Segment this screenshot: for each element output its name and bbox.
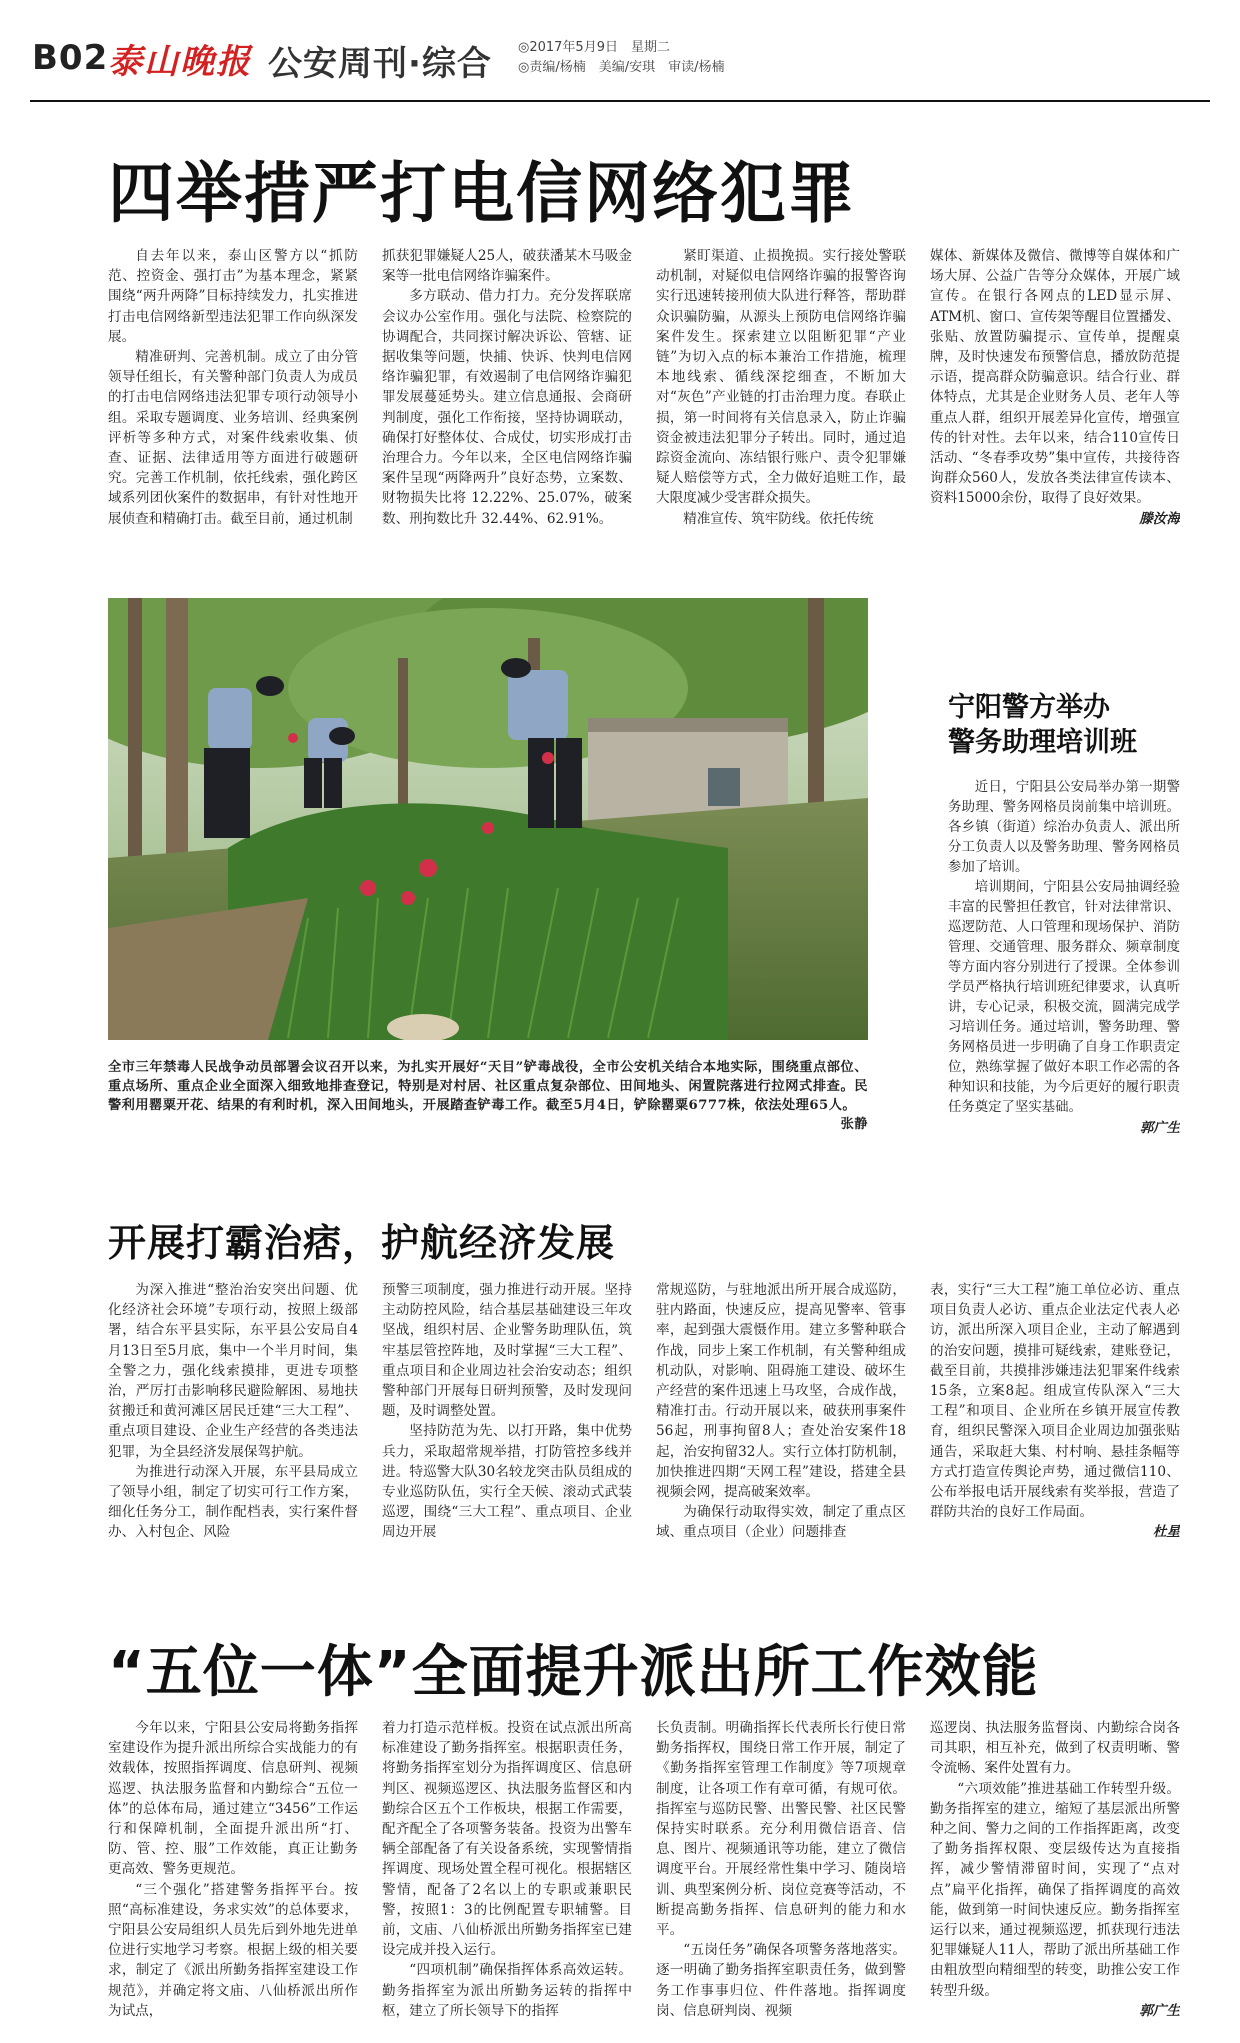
page-code: B02: [32, 38, 109, 78]
article2-column-2: [382, 1280, 632, 1570]
article3-byline: 郭广生: [1139, 2002, 1180, 2018]
sidebar-body: [948, 778, 1180, 1138]
paragraph: 预警三项制度，强力推进行动开展。坚持主动防控风险，结合基层基础建设三年攻坚战，组织村居、企业警务助理队伍，筑牢基层管控阵地，及时掌握“三大工程”、重点项目和企业周边社会治安动态；组织警种部门开展每日研判预警，及时发现问题，及时调整处置。: [382, 1282, 632, 1420]
paragraph: 着力打造示范样板。投资在试点派出所高标准建设了勤务指挥室。根据职责任务，将勤务指挥室划分为指挥调度区、信息研判区、视频巡逻区、执法服务监督区和内勤综合区五个工作板块，根据工作需要，配齐配全了各项警务装备。投资为出警车辆全部配备了有关设备系统，实现警情指挥调度、现场处置全程可视化。根据辖区警情，配备了2名以上的专职或兼职民警，按照1：3的比例配置专职辅警。目前，文庙、八仙桥派出所勤务指挥室已建设完成并投入运行。: [382, 1720, 632, 1959]
paragraph: 为推进行动深入开展，东平县局成立了领导小组，制定了切实可行工作方案，细化任务分工，制作配档表，实行案件督办、入村包企、风险: [108, 1463, 358, 1541]
editor-credits: ◎责编/杨楠 美编/安琪 审读/杨楠: [518, 60, 725, 75]
photo-credit: 张静: [840, 1117, 868, 1132]
article1-byline: 滕汝海: [1139, 510, 1180, 527]
article1-column-3: [656, 246, 906, 536]
caption-text: 全市三年禁毒人民战争动员部署会议召开以来，为扎实开展好“天目”铲毒战役，全市公安机关结合本地实际，围绕重点部位、重点场所、重点企业全面深入细致地排查登记，特别是对村居、社区重点复杂部位、田间地头、闲置院落进行拉网式排查。民警利用罂粟开花、结果的有利时机，深入田间地头，开展踏查铲毒工作。截至5月4日，铲除罂粟6777株，依法处理65人。: [108, 1060, 868, 1113]
paragraph: “六项效能”推进基础工作转型升级。勤务指挥室的建立，缩短了基层派出所警种之间、警力之间的工作指挥距离，改变了勤务指挥权限、变层级传达为直接指挥，减少警情滞留时间，实现了“点对点”扁平化指挥，确保了指挥调度的高效能，做到第一时间快速反应。勤务指挥室运行以来，通过视频巡逻，抓获现行违法犯罪嫌疑人11人，帮助了派出所基础工作由粗放型向精细型的转变，助推公安工作转型升级。: [930, 1780, 1180, 1999]
paragraph: 巡逻岗、执法服务监督岗、内勤综合岗各司其职，相互补充，做到了权责明晰、警令流畅、案件处置有力。: [930, 1720, 1180, 1777]
paragraph: “五岗任务”确保各项警务落地落实。逐一明确了勤务指挥室职责任务，做到警务工作事事归位、件件落地。指挥调度岗、信息研判岗、视频: [656, 1942, 906, 2018]
article3-column-4: [930, 1718, 1180, 2018]
paragraph: 抓获犯罪嫌疑人25人，破获潘某木马吸金案等一批电信网络诈骗案件。: [382, 248, 632, 285]
paragraph: 自去年以来，泰山区警方以“抓防范、控资金、强打击”为基本理念，紧紧围绕“两升两降”目标持续发力，扎实推进打击电信网络新型违法犯罪工作向纵深发展。: [108, 248, 358, 345]
newspaper-logo: 泰山晚报: [108, 42, 252, 82]
article2-column-1: [108, 1280, 358, 1570]
paragraph: 今年以来，宁阳县公安局将勤务指挥室建设作为提升派出所综合实战能力的有效载体，按照指挥调度、信息研判、视频巡逻、执法服务监督和内勤综合“五位一体”的总体布局，通过建立“3456”工作运行和保障机制，全面提升派出所“打、防、管、控、服”工作效能，真正让勤务更高效、警务更规范。: [108, 1720, 358, 1878]
paragraph: 近日，宁阳县公安局举办第一期警务助理、警务网格员岗前集中培训班。各乡镇（街道）综治办负责人、派出所分工负责人以及警务助理、警务网格员参加了培训。: [948, 780, 1180, 875]
sidebar-headline: [948, 690, 1137, 760]
section-title: 公安周刊·综合: [268, 44, 492, 84]
sidebar-title-line-2: 警务助理培训班: [948, 727, 1137, 758]
article1-column-2: [382, 246, 632, 536]
paragraph: 精准宣传、筑牢防线。依托传统: [683, 510, 874, 527]
paragraph: 表，实行“三大工程”施工单位必访、重点项目负责人必访、重点企业法定代表人必访，派出所深入项目企业，主动了解遇到的治安问题，摸排可疑线索，建账登记，截至目前，共摸排涉嫌违法犯罪案件线索15条，立案8起。组成宣传队深入“三大工程”和项目、企业所在乡镇开展宣传教育，组织民警深入项目企业周边加强张贴通告，采取赶大集、村村响、悬挂条幅等方式打造宣传舆论声势，通过微信110、公布举报电话开展线索有奖举报，营造了群防共治的良好工作局面。: [930, 1282, 1180, 1521]
paragraph: 为确保行动取得实效，制定了重点区域、重点项目（企业）问题排查: [656, 1504, 906, 1541]
header-rule: [30, 100, 1210, 102]
article2-column-4: [930, 1280, 1180, 1570]
article3-column-1: [108, 1718, 358, 2018]
article1-column-1: [108, 246, 358, 536]
paragraph: 常规巡防，与驻地派出所开展合成巡防，驻内路面，快速反应，提高见警率、管事率，起到强大震慑作用。建立多警种联合作战，同步上案工作机制，有关警种组成机动队，对影响、阻碍施工建设、破坏生产经营的案件迅速上马攻坚，合成作战，精准打击。行动开展以来，破获刑事案件56起，刑事拘留8人；查处治安案件18起，治安拘留32人。实行立体打防机制，加快推进四期“天网工程”建设，搭建全县视频会网，提高破案效率。: [656, 1282, 906, 1501]
issue-date: ◎2017年5月9日 星期二: [518, 40, 670, 55]
article3-column-2: [382, 1718, 632, 2018]
paragraph: 紧盯渠道、止损挽损。实行接处警联动机制，对疑似电信网络诈骗的报警咨询实行迅速转接刑侦大队进行释答，帮助群众识骗防骗，从源头上预防电信网络诈骗案件发生。探索建立以阻断犯罪“产业链”为切入点的标本兼治工作措施，梳理本地线索、循线深挖细查，不断加大对“灰色”产业链的打击治理力度。春联止损，第一时间将有关信息录入，防止诈骗资金被违法犯罪分子转出。同时，通过追踪资金流向、冻结银行账户、责令犯罪嫌疑人赔偿等方式，全力做好追赃工作，最大限度减少受害群众损失。: [656, 248, 906, 507]
issue-meta: [518, 38, 724, 78]
photo-caption: [108, 1058, 868, 1134]
paragraph: 精准研判、完善机制。成立了由分管领导任组长，有关警种部门负责人为成员的打击电信网络违法犯罪专项行动领导小组。采取专题调度、业务培训、经典案例评析等多种方式，对案件线索收集、侦查、证据、法律适用等方面进行破题研究。完善工作机制，依托线索，强化跨区域系列团伙案件的数据串，有针对性地开展侦查和精确打击。截至目前，通过机制: [108, 349, 358, 527]
paragraph: 媒体、新媒体及微信、微博等自媒体和广场大屏、公益广告等分众媒体，开展广域宣传。在银行各网点的LED显示屏、ATM机、窗口、宣传架等醒目位置播发、张贴、放置防骗提示、宣传单，提醒桌牌，及时快速发布预警信息，播放防范提示语，提高群众防骗意识。结合行业、群体特点，尤其是企业财务人员、老年人等重点人群，组织开展差异化宣传，增强宣传的针对性。去年以来，结合110宣传日活动、“冬春季攻势”集中宣传，共接待咨询群众560人，发放各类法律宣传读本、资料15000余份，取得了良好效果。: [930, 248, 1180, 507]
article2-column-3: [656, 1280, 906, 1570]
sidebar-byline: 郭广生: [1139, 1120, 1180, 1136]
sidebar-title-line-1: 宁阳警方举办: [948, 692, 1110, 723]
paragraph: 长负责制。明确指挥长代表所长行使日常勤务指挥权，围绕日常工作开展，制定了《勤务指挥室管理工作制度》等7项规章制度，让各项工作有章可循，有规可依。指挥室与巡防民警、出警民警、社区民警保持实时联系。充分利用微信语音、信息、图片、视频通讯等功能，建立了微信调度平台。开展经常性集中学习、随岗培训、典型案例分析、岗位竞赛等活动，不断提高勤务指挥、信息研判的能力和水平。: [656, 1720, 906, 1939]
article3-column-3: [656, 1718, 906, 2018]
paragraph: 为深入推进“整治治安突出问题、优化经济社会环境”专项行动，按照上级部署，结合东平县实际，东平县公安局自4月13日至5月底，集中一个半月时间，集全警之力，强化线索摸排，更进专项整治，严厉打击影响移民避险解困、易地扶贫搬迁和黄河滩区居民迁建“三大工程”、重点项目建设、企业生产经营的各类违法犯罪，为全县经济发展保驾护航。: [108, 1282, 358, 1460]
paragraph: “四项机制”确保指挥体系高效运转。勤务指挥室为派出所勤务运转的指挥中枢，建立了所长领导下的指挥: [382, 1962, 632, 2018]
paragraph: 坚持防范为先、以打开路，集中优势兵力，采取超常规举措，打防管控多线并进。特巡警大队30名较龙突击队员组成的专业巡防队伍，实行全天候、滚动式武装巡逻，围绕“三大工程”、重点项目、企业周边开展: [382, 1423, 632, 1541]
paragraph: “三个强化”搭建警务指挥平台。按照“高标准建设，务求实效”的总体要求，宁阳县公安局组织人员先后到外地先进单位进行实地学习考察。根据上级的相关要求，制定了《派出所勤务指挥室建设工作规范》，并确定将文庙、八仙桥派出所作为试点，: [108, 1881, 358, 2018]
article2-headline: 开展打霸治痞，护航经济发展: [108, 1221, 616, 1265]
article1-headline: 四举措严打电信网络犯罪: [108, 155, 856, 232]
paragraph: 培训期间，宁阳县公安局抽调经验丰富的民警担任教官，针对法律常识、巡逻防范、人口管理和现场保护、消防管理、交通管理、服务群众、频章制度等方面内容分别进行了授课。全体参训学员严格执行培训班纪律要求，认真听讲，专心记录，积极交流，圆满完成学习培训任务。通过培训，警务助理、警务网格员进一步明确了自身工作职责定位，熟练掌握了做好本职工作必需的各种知识和技能，为今后更好的履行职责任务奠定了坚实基础。: [948, 880, 1180, 1115]
paragraph: 多方联动、借力打力。充分发挥联席会议办公室作用。强化与法院、检察院的协调配合，共同探讨解决诉讼、管辖、证据收集等问题，快捕、快诉、快判电信网络诈骗犯罪，有效遏制了电信网络诈骗犯罪发展蔓延势头。建立信息通报、会商研判制度，强化工作衔接，坚持协调联动，确保打好整体仗、合成仗，切实形成打击治理合力。今年以来，全区电信网络诈骗案件呈现“两降两升”良好态势，立案数、财物损失比将 12.22%、25.07%，破案数、刑拘数比升 32.44%、62.91%。: [382, 288, 632, 527]
article2-byline: 杜星: [1152, 1524, 1180, 1541]
article3-headline: “五位一体”全面提升派出所工作效能: [108, 1640, 1039, 1705]
article1-column-4: [930, 246, 1180, 536]
news-photo-poppy-eradication: [108, 598, 868, 1040]
